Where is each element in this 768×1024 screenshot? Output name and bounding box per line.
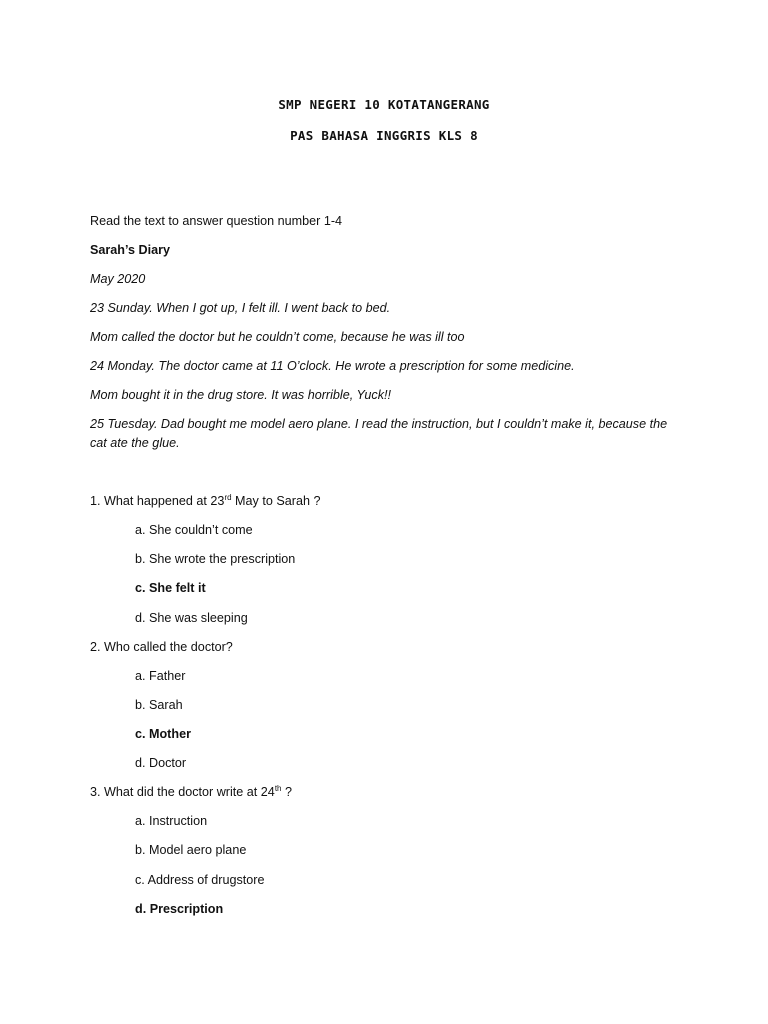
option-b: b. Sarah — [135, 698, 183, 712]
diary-line: Mom bought it in the drug store. It was horrible, Yuck!! — [90, 388, 391, 402]
option-d: d. She was sleeping — [135, 611, 248, 625]
diary-line: Mom called the doctor but he couldn’t come, because he was ill too — [90, 330, 465, 344]
question-text-end: ? — [281, 785, 292, 799]
question-text: 1. What happened at 23 — [90, 494, 225, 508]
option-b: b. She wrote the prescription — [135, 552, 296, 566]
question-text: 3. What did the doctor write at 24 — [90, 785, 275, 799]
option-c: c. Address of drugstore — [135, 873, 265, 887]
ordinal-suffix: rd — [224, 492, 232, 502]
question-text: 2. Who called the doctor? — [90, 640, 233, 654]
instruction-text: Read the text to answer question number 1-4 — [90, 214, 343, 228]
ordinal-suffix: th — [274, 783, 282, 793]
option-a: a. Instruction — [135, 814, 208, 828]
option-b: b. Model aero plane — [135, 843, 247, 857]
question-text-end: May to Sarah ? — [231, 494, 321, 508]
exam-heading: PAS BAHASA INGGRIS KLS 8 — [290, 128, 478, 143]
question-3 — [90, 783, 292, 802]
option-d: d. Doctor — [135, 756, 187, 770]
diary-line: 24 Monday. The doctor came at 11 O’clock. He wrote a prescription for some medicine. — [90, 359, 575, 373]
question-1 — [90, 492, 320, 511]
option-a: a. She couldn’t come — [135, 523, 253, 537]
option-c-answer: c. She felt it — [135, 581, 206, 595]
option-d-answer: d. Prescription — [135, 902, 224, 916]
question-2 — [90, 638, 233, 657]
diary-title: Sarah’s Diary — [90, 243, 171, 257]
option-c-answer: c. Mother — [135, 727, 191, 741]
school-heading: SMP NEGERI 10 KOTATANGERANG — [278, 97, 490, 112]
diary-line: 25 Tuesday. Dad bought me model aero plane. I read the instruction, but I couldn’t make it, because the cat ate the glue. — [90, 417, 668, 450]
option-a: a. Father — [135, 669, 186, 683]
diary-line: 23 Sunday. When I got up, I felt ill. I went back to bed. — [90, 301, 391, 315]
diary-date: May 2020 — [90, 272, 146, 286]
